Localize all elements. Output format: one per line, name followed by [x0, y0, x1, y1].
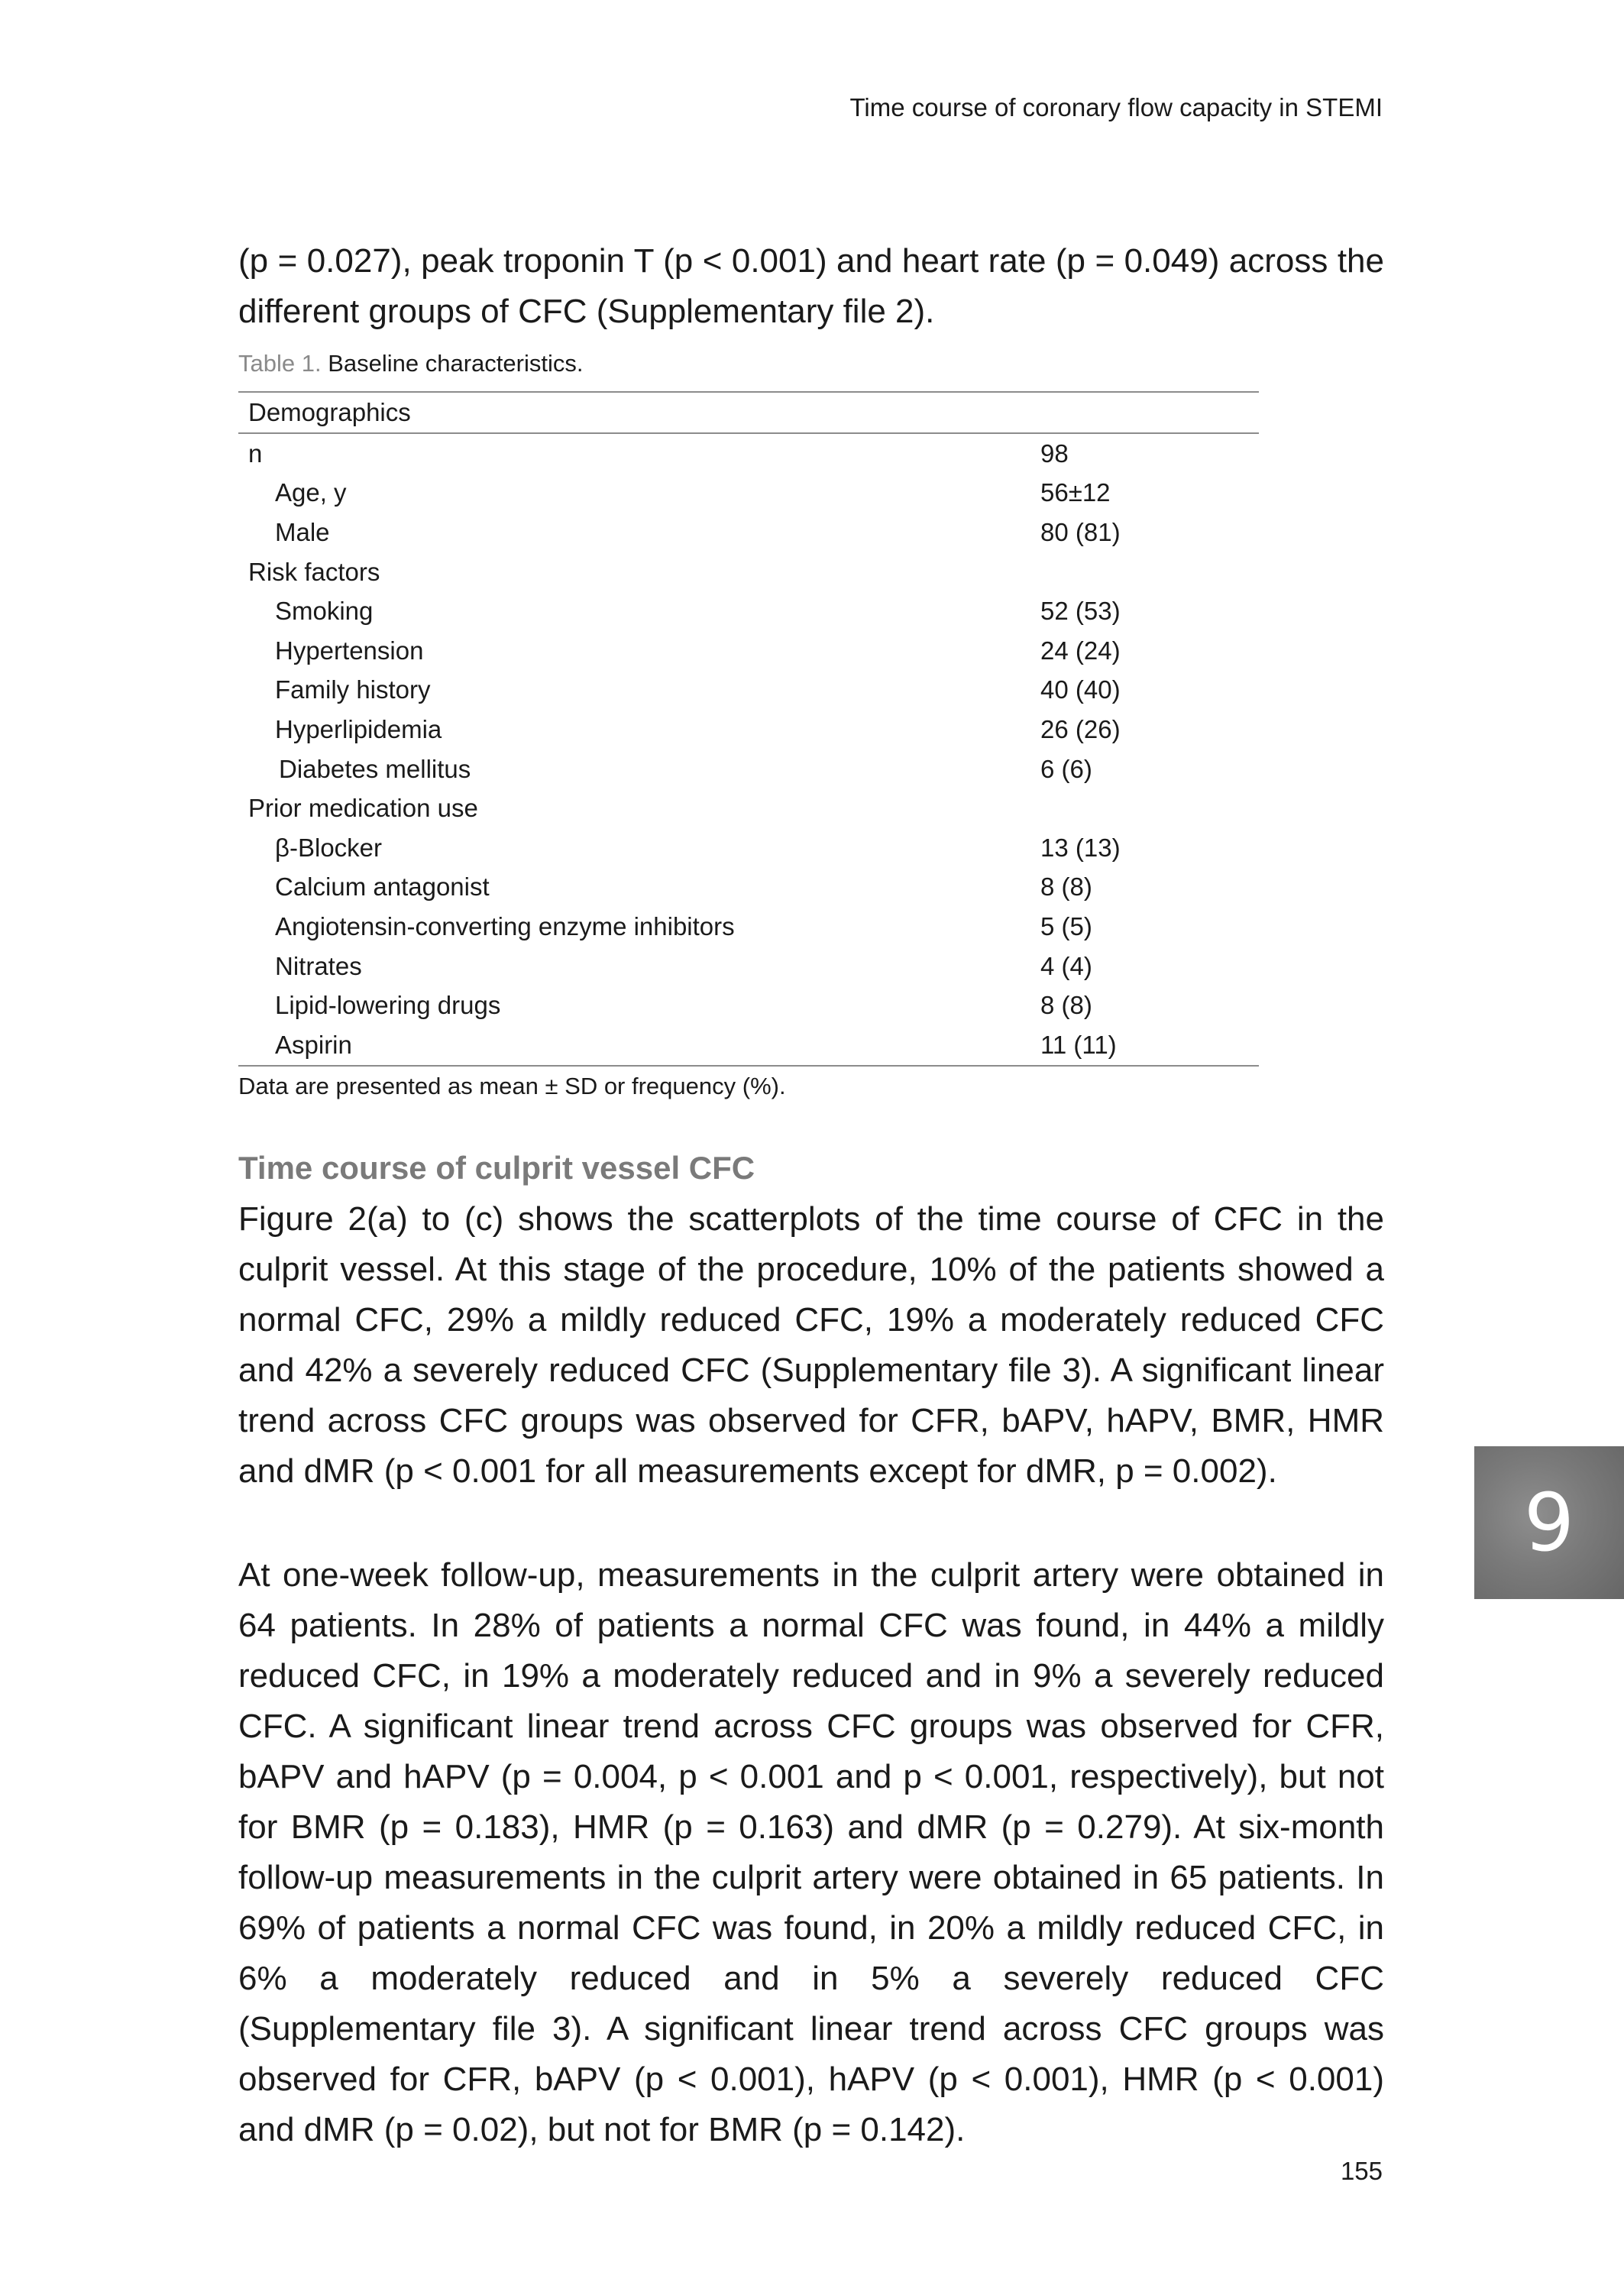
- table-header: Demographics: [238, 392, 1259, 433]
- row-value: [1040, 788, 1259, 828]
- row-value: 40 (40): [1040, 675, 1121, 704]
- row-label: Angiotensin-converting enzyme inhibitors: [275, 911, 735, 940]
- row-value: 98: [1040, 439, 1069, 468]
- table-caption-text: Baseline characteristics.: [328, 350, 584, 377]
- row-label: β-Blocker: [275, 833, 383, 862]
- table-header-row: [238, 392, 1259, 433]
- table-row: [238, 433, 1259, 474]
- chapter-number: 9: [1523, 1476, 1575, 1569]
- table-row: [238, 907, 1259, 947]
- table-row: [238, 710, 1259, 749]
- row-label: Prior medication use: [248, 794, 478, 823]
- baseline-characteristics-table: [238, 391, 1259, 1067]
- row-value: 4 (4): [1040, 951, 1092, 980]
- chapter-tab: [1474, 1446, 1624, 1599]
- table-row: [238, 986, 1259, 1025]
- row-value: [1040, 552, 1259, 592]
- page-number: 155: [1340, 2157, 1383, 2185]
- intro-paragraph: (p = 0.027), peak troponin T (p < 0.001) and heart rate (p = 0.049) across the different groups of CFC (Supplementary file 2).: [238, 242, 1384, 330]
- table-row: [238, 474, 1259, 513]
- row-value: 24 (24): [1040, 636, 1121, 665]
- row-value: 80 (81): [1040, 517, 1121, 546]
- row-label: Male: [275, 517, 330, 546]
- row-label: Diabetes mellitus: [279, 754, 471, 783]
- row-label: Family history: [275, 675, 431, 704]
- running-head: Time course of coronary flow capacity in STEMI: [849, 93, 1383, 121]
- section-heading: Time course of culprit vessel CFC: [238, 1150, 755, 1186]
- table-row: [238, 868, 1259, 908]
- row-label: Age, y: [275, 478, 347, 507]
- table-footnote: Data are presented as mean ± SD or frequency (%).: [238, 1073, 786, 1099]
- table-row: [238, 749, 1259, 789]
- row-value: 11 (11): [1040, 1030, 1117, 1059]
- body-paragraph-2: At one-week follow-up, measurements in the culprit artery were obtained in 64 patients. In 28% of patients a normal CFC was found, in 44% a mildly reduced CFC, in 19% a moderately reduced and in 9% a severely reduced CFC. A significant linear trend across CFC groups was observed for CFR, bAPV and hAPV (p = 0.004, p < 0.001 and p < 0.001, respectively), but not for BMR (p = 0.183), HMR (p = 0.163) and dMR (p = 0.279). At six-month follow-up measurements in the culprit artery were obtained in 65 patients. In 69% of patients a normal CFC was found, in 20% a mildly reduced CFC, in 6% a moderately reduced and in 5% a severely reduced CFC (Supplementary file 3). A significant linear trend across CFC groups was observed for CFR, bAPV (p < 0.001), hAPV (p < 0.001), HMR (p < 0.001) and dMR (p = 0.02), but not for BMR (p = 0.142).: [238, 1556, 1384, 2148]
- row-value: 5 (5): [1040, 911, 1092, 940]
- row-label: Nitrates: [275, 951, 362, 980]
- row-label: Smoking: [275, 597, 374, 626]
- table-caption: [238, 350, 583, 377]
- row-value: 26 (26): [1040, 714, 1121, 743]
- table-row: [238, 631, 1259, 671]
- row-value: 13 (13): [1040, 833, 1121, 862]
- row-label: Risk factors: [248, 557, 380, 586]
- row-value: 8 (8): [1040, 872, 1092, 902]
- table-caption-label: Table 1.: [238, 350, 322, 377]
- row-label: Hypertension: [275, 636, 424, 665]
- row-value: 56±12: [1040, 478, 1111, 507]
- table-row: [238, 671, 1259, 711]
- row-label: Calcium antagonist: [275, 872, 490, 902]
- body-paragraph-1: Figure 2(a) to (c) shows the scatterplots of the time course of CFC in the culprit vessel. At this stage of the procedure, 10% of the patients showed a normal CFC, 29% a mildly reduced CFC, 19% a moderately reduced CFC and 42% a severely reduced CFC (Supplementary file 3). A significant linear trend across CFC groups was observed for CFR, bAPV, hAPV, BMR, HMR and dMR (p < 0.001 for all measurements except for dMR, p = 0.002).: [238, 1200, 1384, 1490]
- row-value: 52 (53): [1040, 597, 1121, 626]
- row-value: 6 (6): [1040, 754, 1092, 783]
- table-row: [238, 828, 1259, 868]
- table-row: [238, 552, 1259, 592]
- row-label: n: [248, 439, 263, 468]
- table-row: [238, 788, 1259, 828]
- row-label: Aspirin: [275, 1030, 352, 1059]
- row-label: Hyperlipidemia: [275, 714, 442, 743]
- row-value: 8 (8): [1040, 991, 1092, 1020]
- row-label: Lipid-lowering drugs: [275, 991, 501, 1020]
- table-row: [238, 591, 1259, 631]
- table-row: [238, 947, 1259, 986]
- table-row: [238, 1025, 1259, 1066]
- table-row: [238, 513, 1259, 552]
